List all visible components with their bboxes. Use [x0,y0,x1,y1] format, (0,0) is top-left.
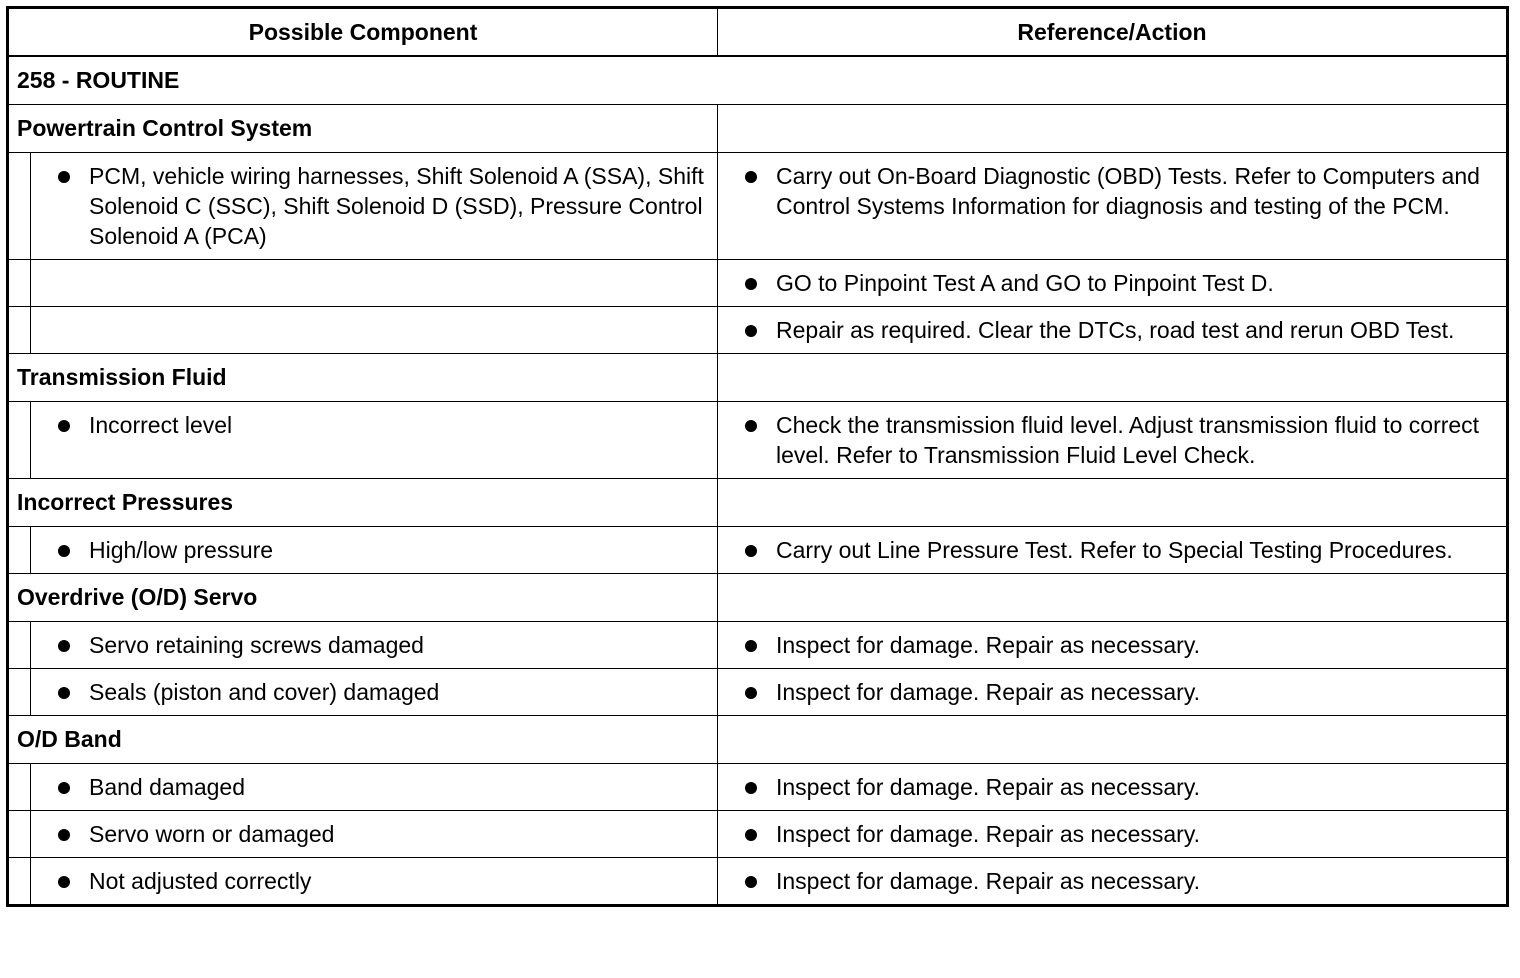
action-cell [718,811,1508,858]
title-row [8,56,1508,105]
section-heading: Incorrect Pressures [8,479,718,527]
section-heading: O/D Band [8,716,718,764]
component-cell [31,402,718,479]
bullet-icon [58,171,70,183]
indent-cell [8,153,31,260]
indent-cell [8,527,31,574]
action-cell [718,764,1508,811]
section-row [8,354,1508,402]
indent-cell [8,764,31,811]
indent-cell [8,622,31,669]
component-text: PCM, vehicle wiring harnesses, Shift Solenoid A (SSA), Shift Solenoid C (SSC), Shift Solenoid D (SSD), Pressure Control Solenoid A (PCA) [89,163,704,249]
action-text: Carry out On-Board Diagnostic (OBD) Tests. Refer to Computers and Control Systems Information for diagnosis and testing of the PCM. [776,163,1480,219]
component-cell [31,153,718,260]
bullet-icon [58,545,70,557]
table-row [8,622,1508,669]
action-text: Carry out Line Pressure Test. Refer to Special Testing Procedures. [776,537,1453,563]
component-cell [31,669,718,716]
section-action-empty [718,354,1508,402]
indent-cell [8,402,31,479]
indent-cell [8,858,31,906]
table-row [8,858,1508,906]
section-action-empty [718,479,1508,527]
diagnostic-table [6,6,1509,907]
bullet-icon [745,545,757,557]
table-row [8,764,1508,811]
action-cell [718,153,1508,260]
header-possible-component: Possible Component [8,8,718,57]
component-cell [31,622,718,669]
bullet-icon [745,171,757,183]
section-row [8,716,1508,764]
section-row [8,479,1508,527]
component-text: Seals (piston and cover) damaged [89,679,440,705]
action-cell [718,260,1508,307]
action-cell [718,527,1508,574]
table-row [8,669,1508,716]
bullet-icon [58,829,70,841]
section-heading: Overdrive (O/D) Servo [8,574,718,622]
action-text: Inspect for damage. Repair as necessary. [776,632,1201,658]
bullet-icon [745,420,757,432]
action-text: Inspect for damage. Repair as necessary. [776,679,1201,705]
routine-title: 258 - ROUTINE [8,56,1508,105]
component-cell [31,307,718,354]
component-cell [31,858,718,906]
action-text: Repair as required. Clear the DTCs, road test and rerun OBD Test. [776,317,1455,343]
section-row [8,105,1508,153]
indent-cell [8,811,31,858]
bullet-icon [745,325,757,337]
bullet-icon [745,782,757,794]
action-cell [718,622,1508,669]
action-text: Inspect for damage. Repair as necessary. [776,868,1201,894]
table-row [8,153,1508,260]
table-row [8,260,1508,307]
indent-cell [8,307,31,354]
indent-cell [8,669,31,716]
component-cell [31,260,718,307]
table-row [8,307,1508,354]
action-cell [718,402,1508,479]
action-cell [718,858,1508,906]
table-row [8,811,1508,858]
section-action-empty [718,105,1508,153]
section-heading: Transmission Fluid [8,354,718,402]
bullet-icon [58,687,70,699]
action-text: GO to Pinpoint Test A and GO to Pinpoint Test D. [776,270,1274,296]
header-row [8,8,1508,57]
action-text: Check the transmission fluid level. Adjust transmission fluid to correct level. Refer to Transmission Fluid Level Check. [776,412,1480,468]
table-row [8,527,1508,574]
component-cell [31,811,718,858]
bullet-icon [745,876,757,888]
header-reference-action: Reference/Action [718,8,1508,57]
table-row [8,402,1508,479]
table-body [8,56,1508,906]
section-heading: Powertrain Control System [8,105,718,153]
component-text: Band damaged [89,774,246,800]
component-text: High/low pressure [89,537,274,563]
section-action-empty [718,574,1508,622]
bullet-icon [745,687,757,699]
component-text: Servo worn or damaged [89,821,335,847]
bullet-icon [58,782,70,794]
component-cell [31,764,718,811]
component-cell [31,527,718,574]
action-text: Inspect for damage. Repair as necessary. [776,821,1201,847]
bullet-icon [58,640,70,652]
indent-cell [8,260,31,307]
action-cell [718,669,1508,716]
section-action-empty [718,716,1508,764]
action-cell [718,307,1508,354]
bullet-icon [745,640,757,652]
component-text: Not adjusted correctly [89,868,312,894]
component-text: Incorrect level [89,412,233,438]
section-row [8,574,1508,622]
action-text: Inspect for damage. Repair as necessary. [776,774,1201,800]
bullet-icon [58,420,70,432]
bullet-icon [745,829,757,841]
bullet-icon [58,876,70,888]
component-text: Servo retaining screws damaged [89,632,424,658]
bullet-icon [745,278,757,290]
